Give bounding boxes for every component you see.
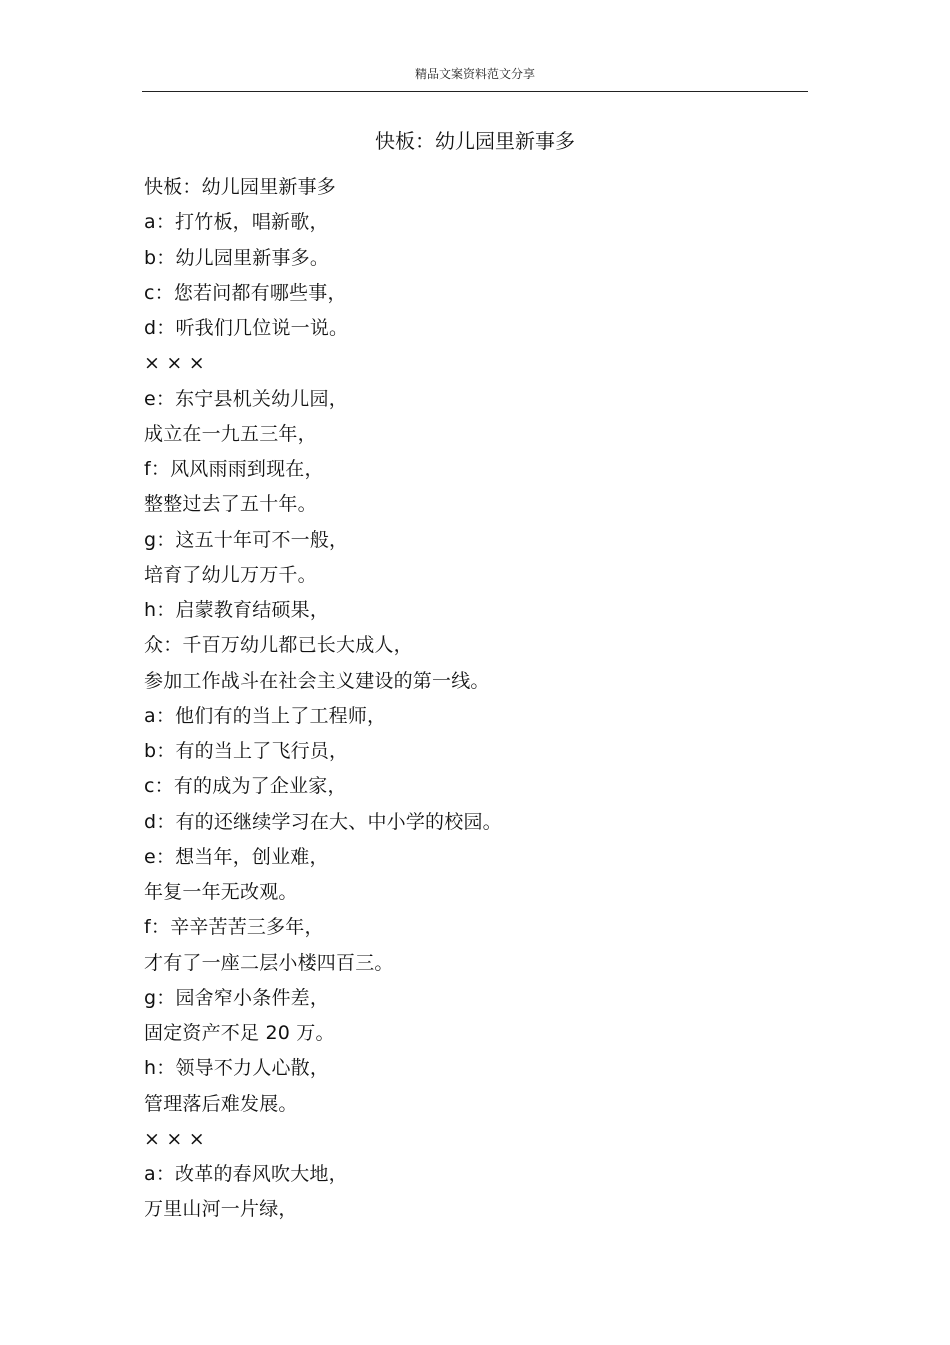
header-divider [142,91,808,92]
section-separator: × × × [144,1127,205,1150]
text-line: h：启蒙教育结硕果， [144,599,330,621]
text-line: d：有的还继续学习在大、中小学的校园。 [144,810,502,833]
text-line: a：打竹板，唱新歌， [144,211,329,234]
document-title: 快板：幼儿园里新事多 [375,129,575,153]
text-line: g：园舍窄小条件差， [144,986,330,1009]
text-line: 快板：幼儿园里新事多 [144,176,337,198]
text-line: g：这五十年可不一般， [144,528,349,551]
page-header: 精品文案资料范文分享 [414,67,535,81]
text-line: e：东宁县机关幼儿园， [144,387,348,410]
text-line: 众：千百万幼儿都已长大成人， [144,634,413,657]
text-line: f：辛辛苦苦三多年， [144,916,324,939]
text-line: 万里山河一片绿， [144,1198,298,1221]
text-line: 固定资产不足 20 万。 [144,1022,335,1044]
text-line: 参加工作战斗在社会主义建设的第一线。 [144,669,490,692]
text-line: f：风风雨雨到现在， [144,458,324,480]
section-separator: × × × [144,352,205,375]
text-line: b：幼儿园里新事多。 [144,246,330,269]
text-line: d：听我们几位说一说。 [144,317,349,339]
text-line: a：改革的春风吹大地， [144,1163,348,1185]
text-line: h：领导不力人心散， [144,1057,330,1080]
text-line: 才有了一座二层小楼四百三。 [144,951,394,974]
text-line: 成立在一九五三年， [144,422,317,445]
text-line: a：他们有的当上了工程师， [144,704,387,727]
text-line: b：有的当上了飞行员， [144,740,349,762]
text-line: c：您若问都有哪些事， [144,281,347,304]
text-line: 年复一年无改观。 [144,881,298,903]
text-line: 培育了幼儿万万千。 [144,563,317,586]
text-line: 管理落后难发展。 [144,1092,298,1115]
document-body [144,170,804,1228]
text-line: e：想当年，创业难， [144,845,329,868]
text-line: 整整过去了五十年。 [144,493,317,516]
text-line: c：有的成为了企业家， [144,775,347,798]
